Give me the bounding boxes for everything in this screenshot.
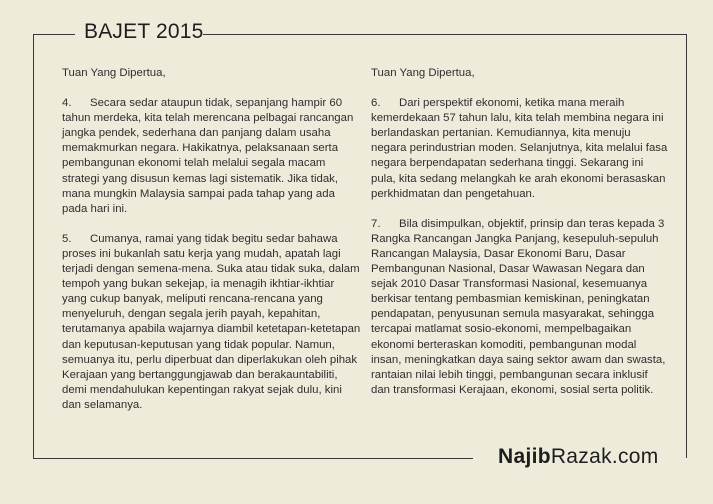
- left-column: [62, 66, 362, 428]
- paragraph-5: [62, 232, 362, 413]
- paragraph-text: Cumanya, ramai yang tidak begitu sedar bahawa proses ini bukanlah satu kerja yang mudah, apatah lagi terjadi dengan semena-mena. Suka atau tidak suka, dalam tempoh yang bukan sekejap, ia menagih ikhtiar-ikhtiar yang cukup banyak, meliputi rencana-rencana yang menyeluruh, dengan segala jerih payah, kepahitan, terutamanya apabila wajarnya diambil ketetapan-ketetapan dan keputusan-keputusan yang tidak popular. Namun, semuanya itu, perlu diperbuat dan diperlakukan oleh pihak Kerajaan yang bertanggungjawab dan berakauntabiliti, demi mendahulukan kepentingan rakyat sejak dulu, kini dan selamanya.: [62, 232, 361, 411]
- frame-border-right: [686, 34, 687, 458]
- paragraph-number: 4.: [62, 97, 72, 110]
- paragraph-6: [371, 96, 669, 202]
- paragraph-4: [62, 96, 362, 217]
- paragraph-7: [371, 217, 669, 398]
- paragraph-number: 7.: [371, 217, 381, 230]
- page-title: BAJET 2015: [84, 20, 204, 43]
- frame-border-left: [33, 34, 34, 458]
- right-column: [371, 66, 669, 413]
- frame-border-top-left: [33, 34, 75, 35]
- brand-watermark: [498, 443, 668, 471]
- paragraph-number: 6.: [371, 97, 381, 110]
- paragraph-number: 5.: [62, 232, 72, 245]
- frame-border-top-right: [203, 34, 687, 35]
- brand-name-bold: Najib: [498, 445, 551, 468]
- brand-name-rest: Razak.com: [550, 445, 659, 468]
- paragraph-text: Dari perspektif ekonomi, ketika mana meraih kemerdekaan 57 tahun lalu, kita telah membina negara ini berlandaskan pertanian. Kemudiannya, kita menuju negara perindustrian moden. Selanjutnya, kita melalui fasa negara berpendapatan sederhana tinggi. Sekarang ini pula, kita sedang melangkah ke arah ekonomi berasaskan perkhidmatan dan pengetahuan.: [371, 97, 668, 200]
- paragraph-text: Secara sedar ataupun tidak, sepanjang hampir 60 tahun merdeka, kita telah merencana pelbagai rancangan jangka pendek, sederhana dan panjang dalam usaha memakmurkan negara. Hakikatnya, pelaksanaan serta pembangunan ekonomi telah melalui segala macam strategi yang disusun kemas lagi sistematik. Jika tidak, mana mungkin Malaysia sampai pada tahap yang ada pada hari ini.: [62, 97, 354, 215]
- frame-border-bottom: [33, 458, 473, 459]
- salutation: Tuan Yang Dipertua,: [371, 67, 475, 79]
- paragraph-text: Bila disimpulkan, objektif, prinsip dan teras kepada 3 Rangka Rancangan Jangka Panjang, kesepuluh-sepuluh Rancangan Malaysia, Dasar Ekonomi Baru, Dasar Pembangunan Nasional, Dasar Wawasan Negara dan sejak 2010 Dasar Transformasi Nasional, kesemuanya berkisar tentang pembasmian kemiskinan, peningkatan pendapatan, penyusunan semula masyarakat, sehingga tercapai matlamat sosio-ekonomi, mempelbagaikan ekonomi berteraskan komoditi, pembangunan modal insan, meningkatkan daya saing sektor awam dan swasta, rantaian nilai lebih tinggi, pembangunan secara inklusif dan transformasi Kerajaan, ekonomi, sosial serta politik.: [371, 217, 666, 396]
- salutation: Tuan Yang Dipertua,: [62, 67, 166, 79]
